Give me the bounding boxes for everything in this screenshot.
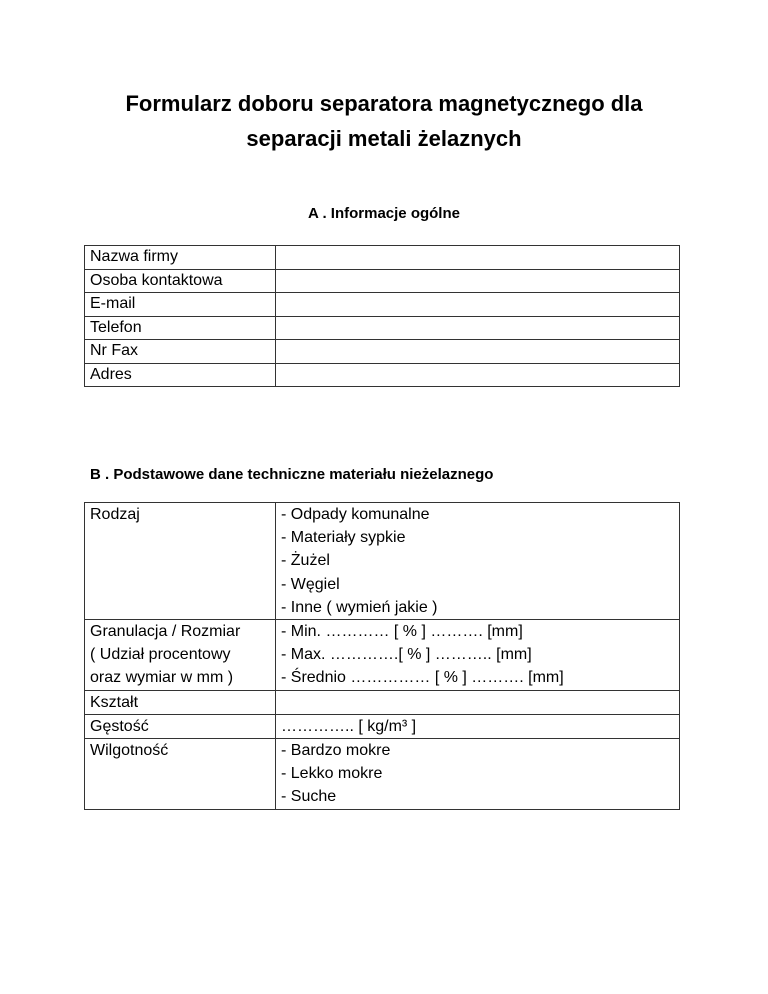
density-field[interactable]: ………….. [ kg/m³ ] <box>276 714 680 738</box>
option-dry[interactable]: - Suche <box>281 788 337 806</box>
moisture-options[interactable] <box>276 739 680 810</box>
table-row <box>85 739 680 810</box>
email-field[interactable] <box>276 293 680 317</box>
option-very-wet[interactable]: - Bardzo mokre <box>281 742 391 760</box>
granulation-label-line-3: oraz wymiar w mm ) <box>90 669 234 687</box>
form-title <box>0 86 768 156</box>
table-row <box>85 293 680 317</box>
table-row <box>85 316 680 340</box>
table-row <box>85 340 680 364</box>
option-bulk-materials[interactable]: - Materiały sypkie <box>281 529 406 547</box>
section-a-heading: A . Informacje ogólne <box>308 205 460 222</box>
granulation-max[interactable]: - Max. ………….[ % ] ……….. [mm] <box>281 646 532 664</box>
address-label: Adres <box>85 363 276 387</box>
contact-person-label: Osoba kontaktowa <box>85 269 276 293</box>
table-row <box>85 269 680 293</box>
density-label: Gęstość <box>85 714 276 738</box>
form-title-line-1: Formularz doboru separatora magnetycznego dla <box>125 91 643 116</box>
option-other[interactable]: - Inne ( wymień jakie ) <box>281 598 438 616</box>
granulation-label <box>85 620 276 691</box>
table-row <box>85 246 680 270</box>
material-type-options[interactable] <box>276 503 680 620</box>
granulation-label-line-1: Granulacja / Rozmiar <box>90 623 241 641</box>
table-row <box>85 363 680 387</box>
table-row <box>85 714 680 738</box>
contact-person-field[interactable] <box>276 269 680 293</box>
fax-field[interactable] <box>276 340 680 364</box>
option-slag[interactable]: - Żużel <box>281 552 330 570</box>
table-row <box>85 620 680 691</box>
granulation-average[interactable]: - Średnio …………… [ % ] ………. [mm] <box>281 669 564 687</box>
granulation-label-line-2: ( Udział procentowy <box>90 646 231 664</box>
option-slightly-wet[interactable]: - Lekko mokre <box>281 765 383 783</box>
fax-label: Nr Fax <box>85 340 276 364</box>
company-name-field[interactable] <box>276 246 680 270</box>
table-row <box>85 503 680 620</box>
granulation-values[interactable] <box>276 620 680 691</box>
address-field[interactable] <box>276 363 680 387</box>
shape-label: Kształt <box>85 690 276 714</box>
material-type-label: Rodzaj <box>85 503 276 620</box>
section-b-heading: B . Podstawowe dane techniczne materiału nieżelaznego <box>90 466 494 483</box>
phone-label: Telefon <box>85 316 276 340</box>
general-info-table <box>84 245 680 387</box>
technical-data-table <box>84 502 680 810</box>
option-coal[interactable]: - Węgiel <box>281 575 340 593</box>
granulation-min[interactable]: - Min. ………… [ % ] ………. [mm] <box>281 623 523 641</box>
form-title-line-2: separacji metali żelaznych <box>246 126 522 151</box>
shape-field[interactable] <box>276 690 680 714</box>
option-municipal-waste[interactable]: - Odpady komunalne <box>281 506 430 523</box>
phone-field[interactable] <box>276 316 680 340</box>
table-row <box>85 690 680 714</box>
email-label: E-mail <box>85 293 276 317</box>
company-name-label: Nazwa firmy <box>85 246 276 270</box>
moisture-label: Wilgotność <box>85 739 276 810</box>
